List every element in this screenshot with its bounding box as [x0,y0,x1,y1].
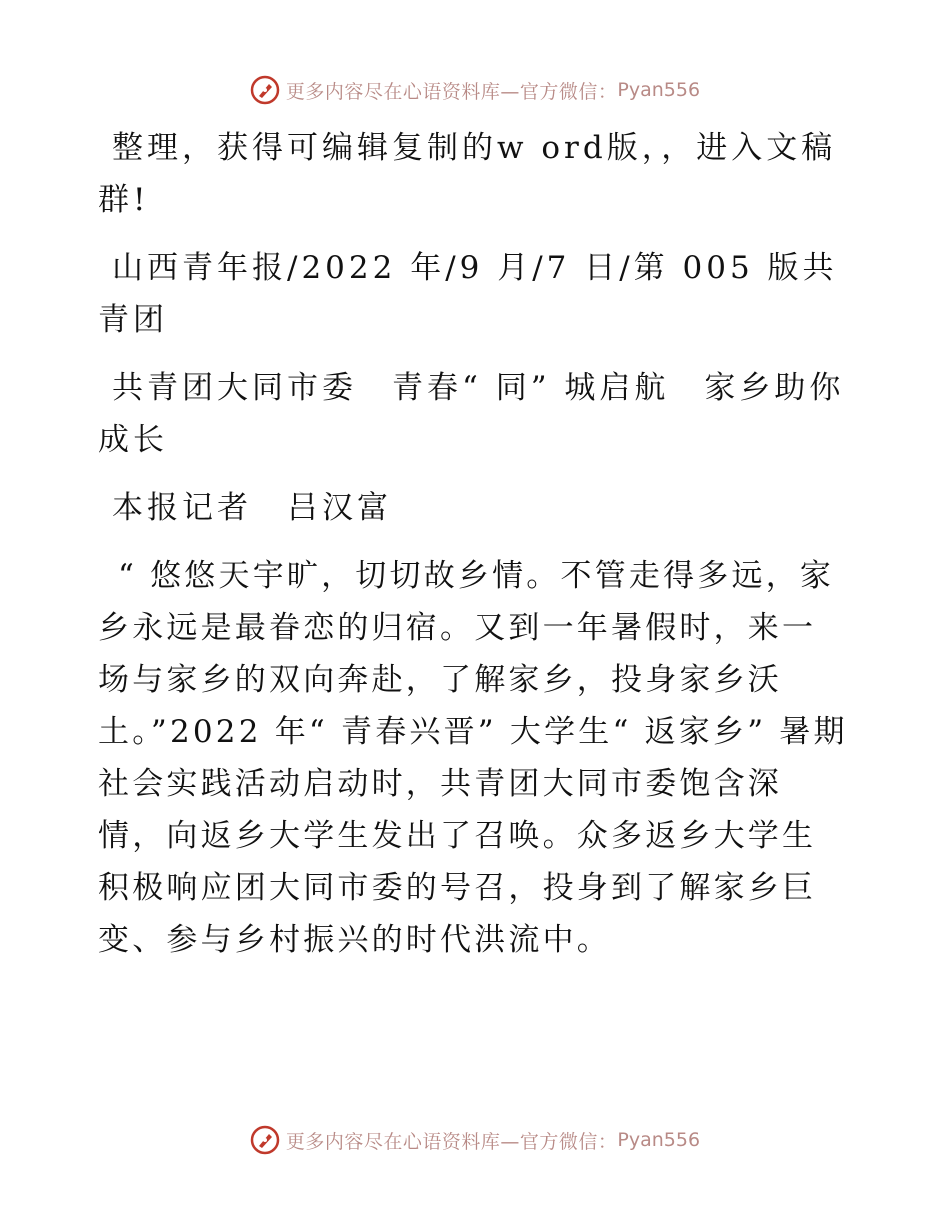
pen-nib-logo-icon [250,1125,280,1155]
wechat-id: Pyan556 [617,1129,701,1151]
banner-text: 更多内容尽在心语资料库—官方微信： [285,80,618,103]
byline: 本报记者 吕汉富 [112,490,392,526]
pen-nib-logo-icon [250,75,280,105]
article-title: 共青团大同市委 青春“ 同” 城启航 家乡助你成长 [98,370,845,458]
intro-paragraph: 整理，获得可编辑复制的w ord版，，进入文稿群! [98,130,837,218]
source-line: 山西青年报/2022 年/9 月/7 日/第 005 版共青团 [98,250,838,338]
footer-banner [0,1120,950,1160]
document-body [98,122,848,966]
body-paragraph: “ 悠悠天宇旷，切切故乡情。不管走得多远，家乡永远是最眷恋的归宿。又到一年暑假时，来一场与家乡的双向奔赴，了解家乡，投身家乡沃土。”2022 年“ 青春兴晋” 大学生“ 返家乡” 暑期社会实践活动启动时，共青团大同市委饱含深情，向返乡大学生发出了召唤。众多返乡大学生积极响应团大同市委的号召，投身到了解家乡巨变、参与乡村振兴的时代洪流中。 [98,558,848,958]
banner-text: 更多内容尽在心语资料库—官方微信： [285,1130,618,1153]
wechat-id: Pyan556 [617,79,701,101]
header-banner [0,70,950,110]
